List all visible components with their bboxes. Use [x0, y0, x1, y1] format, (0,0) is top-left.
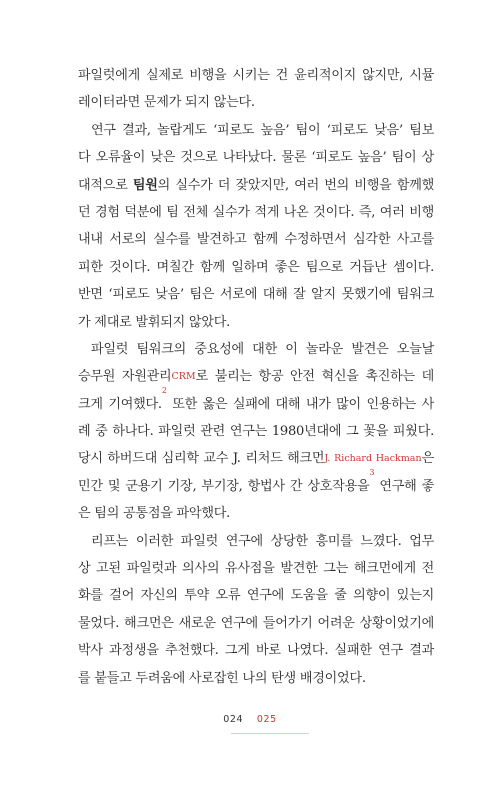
- text-run: 크게 기여했다.: [78, 396, 162, 412]
- text-line: [78, 610, 434, 637]
- text-run: 다 오류율이 낮은 것으로 나타났다. 물론 ‘피로도 높음’ 팀이 상: [78, 150, 434, 166]
- text-run: 또한 옳은 실패에 대해 내가 많이 인용하는 사: [166, 396, 434, 412]
- text-line: [78, 144, 434, 171]
- text-line: [78, 117, 434, 144]
- original-term: CRM: [171, 371, 196, 383]
- text-run: 내내 서로의 실수를 발견하고 함께 수정하면서 심각한 사고를: [78, 232, 434, 248]
- left-page-number: 024: [223, 714, 244, 725]
- text-line: [78, 226, 434, 253]
- text-run: 레이터라면 문제가 되지 않는다.: [78, 95, 255, 111]
- footnote-marker: 2: [161, 385, 167, 395]
- text-line: [78, 665, 434, 692]
- text-line: [78, 582, 434, 609]
- text-run: 던 경험 덕분에 팀 전체 실수가 적게 나온 것이다. 즉, 여러 비행: [78, 204, 434, 220]
- text-run: 반면 ‘피로도 낮음’ 팀은 서로에 대해 잘 알지 못했기에 팀워크: [78, 287, 434, 303]
- original-term: J. Richard Hackman: [324, 453, 422, 465]
- text-line: [78, 418, 434, 445]
- text-line: [78, 467, 434, 500]
- text-run: 대적으로: [78, 177, 133, 193]
- text-run: 박사 과정생을 추천했다. 그게 바로 나였다. 실패한 연구 결과: [78, 643, 434, 659]
- text-line: [78, 445, 434, 472]
- text-run: 피한 것이다. 며칠간 함께 일하며 좋은 팀으로 거듭난 셈이다.: [78, 259, 434, 275]
- paragraph: [78, 117, 434, 336]
- body-text: [78, 62, 434, 692]
- text-line: [78, 500, 434, 527]
- text-run: 연구해 좋: [374, 478, 434, 494]
- text-run: 례 중 하나다. 파일럿 관련 연구는 1980년대에 그 꽃을 피웠다.: [78, 424, 434, 440]
- text-line: [78, 89, 434, 116]
- page-numbers: [0, 714, 500, 725]
- text-line: [78, 254, 434, 281]
- text-run: 물었다. 해크먼은 새로운 연구에 들어가기 어려운 상황이었기에: [78, 615, 434, 631]
- text-run: 의 실수가 더 잦았지만, 여러 번의 비행을 함께했: [157, 177, 434, 193]
- text-line: [78, 555, 434, 582]
- paragraph: [78, 336, 434, 528]
- paragraph: [78, 62, 434, 117]
- text-run: 가 제대로 발휘되지 않았다.: [78, 314, 231, 330]
- folio-rule: [231, 733, 309, 734]
- text-run: 로 불리는 항공 안전 혁신을 촉진하는 데: [195, 369, 435, 385]
- text-line: [78, 637, 434, 664]
- text-line: [78, 336, 434, 363]
- text-line: [78, 528, 434, 555]
- text-run: 승무원 자원관리: [78, 369, 172, 385]
- right-page-number: 025: [256, 714, 277, 725]
- text-line: [78, 172, 434, 199]
- text-line: [78, 363, 434, 390]
- paragraph: [78, 528, 434, 692]
- text-run: 상 고된 파일럿과 의사의 유사점을 발견한 그는 해크먼에게 전: [78, 561, 434, 577]
- text-line: [78, 62, 434, 89]
- text-line: [78, 199, 434, 226]
- text-run: 파일럿 팀워크의 중요성에 대한 이 놀라운 발견은 오늘날: [91, 341, 434, 357]
- text-run: 화를 걸어 자신의 투약 오류 연구에 도움을 줄 의향이 있는지: [78, 588, 434, 604]
- text-line: [78, 281, 434, 308]
- text-run: 은: [421, 451, 434, 467]
- text-run: 연구 결과, 놀랍게도 ‘피로도 높음’ 팀이 ‘피로도 낮음’ 팀보: [91, 122, 434, 138]
- text-run: 를 붙들고 두려움에 사로잡힌 나의 탄생 배경이었다.: [78, 670, 366, 686]
- text-line: [78, 309, 434, 336]
- text-run: 리프는 이러한 파일럿 연구에 상당한 흥미를 느꼈다. 업무: [91, 533, 434, 549]
- text-run: 은 팀의 공통점을 파악했다.: [78, 506, 231, 522]
- emphasis-text: 팀원: [132, 177, 158, 193]
- text-run: 당시 하버드대 심리학 교수 J. 리처드 해크먼: [78, 451, 325, 467]
- text-run: 파일럿에게 실제로 비행을 시키는 건 윤리적이지 않지만, 시뮬: [78, 68, 434, 83]
- text-run: 민간 및 군용기 기장, 부기장, 항법사 간 상호작용을: [78, 478, 370, 494]
- footnote-marker: 3: [369, 467, 375, 477]
- text-line: [78, 385, 434, 418]
